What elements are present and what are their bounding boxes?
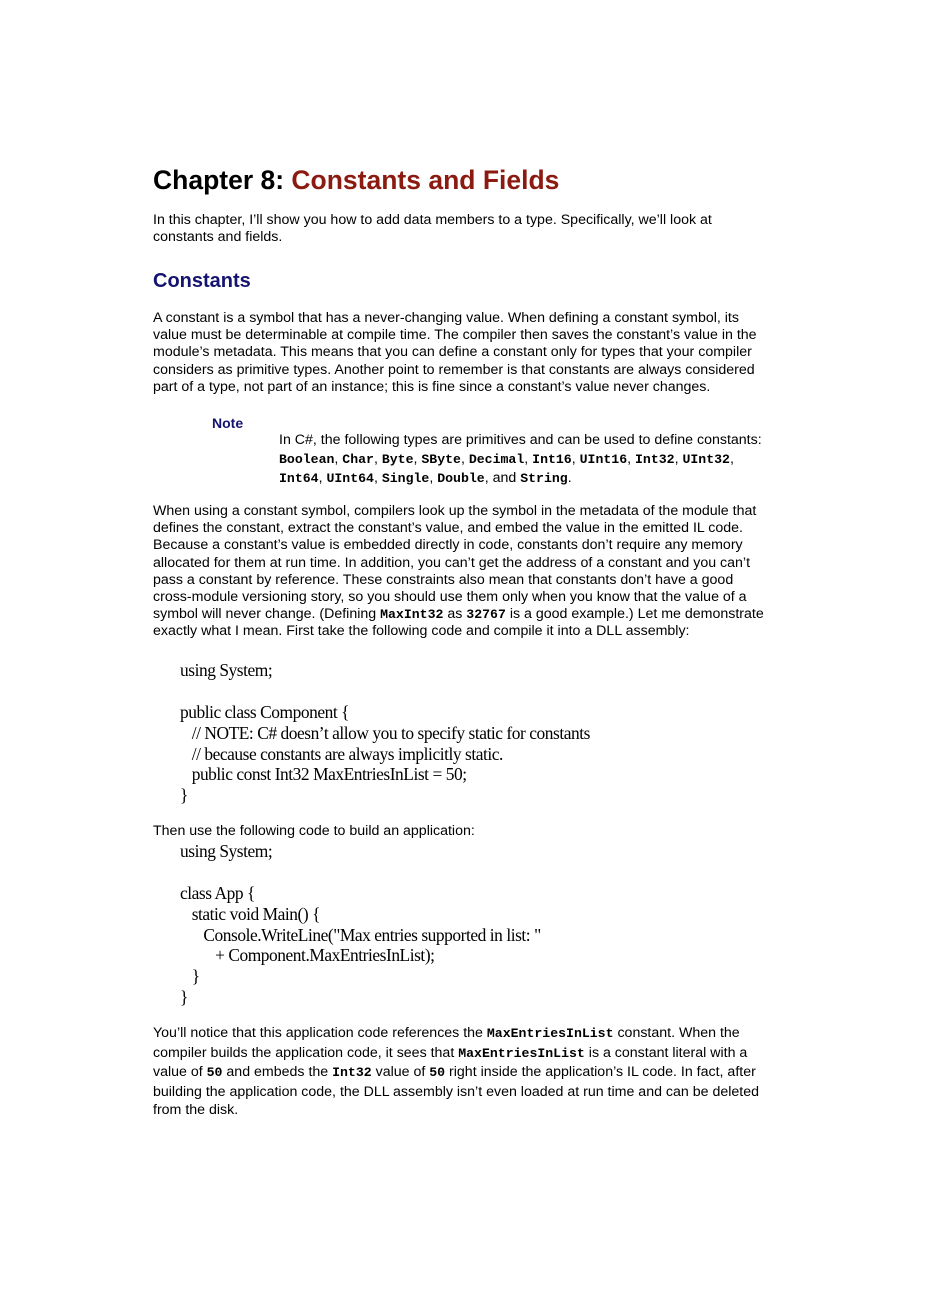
code-block-app — [180, 841, 541, 1008]
code-maxentriesinlist: MaxEntriesInList — [486, 1026, 614, 1041]
para4-text-5: value of — [371, 1064, 430, 1080]
para2-text-1: When using a constant symbol, compilers look up the symbol in the metadata of the module that defines the constant, extract the constant’s value, and embed the value in the emitted IL code. Because a constant’s value is embedded directly in code, constants don’t require any memory allocated for them at run time. In addition, you can’t get the address of a constant and you can’t pass a constant by reference. These constraints also mean that constants don’t have a good cross-module versioning story, so you should use them only when you know that the value of a symbol will never change. (Defining — [153, 503, 757, 623]
code-32767: 32767 — [466, 607, 506, 623]
para4-text-1: You’ll notice that this application code references the — [153, 1025, 487, 1041]
constants-paragraph-4 — [153, 1024, 765, 1120]
note-label: Note — [212, 415, 244, 431]
para4-text-3: is a constant literal with a value of — [153, 1044, 748, 1080]
code-50: 50 — [206, 1065, 223, 1080]
chapter-title — [153, 164, 559, 196]
note-type-decimal: Decimal — [468, 451, 525, 467]
note-type-boolean: Boolean — [279, 451, 335, 467]
section-heading-constants: Constants — [153, 270, 251, 292]
note-type-double: Double — [437, 471, 485, 486]
note-type-uint32: UInt32 — [682, 451, 730, 467]
para4-text-4: and embeds the — [222, 1064, 333, 1080]
para2-text-2: as — [443, 606, 467, 623]
constants-paragraph-2 — [153, 503, 765, 641]
note-type-char: Char — [342, 451, 374, 467]
constants-paragraph-1: A constant is a symbol that has a never-changing value. When defining a constant symbol, its value must be determinable at compile time. The compiler then saves the constant’s value in the module’s metadata. This means that you can define a constant only for types that your compiler considers as primitive types. Another point to remember is that constants are always considered part of a type, not part of an instance; this is fine since a constant’s value never changes. — [153, 310, 757, 395]
code-line: // because constants are always implicitly static. — [180, 743, 503, 764]
code-50: 50 — [429, 1065, 446, 1080]
note-type-list: Boolean, Char, Byte, SByte, Decimal, Int16, UInt16, Int32, UInt32, Int64, UInt64, Single, Double — [279, 450, 734, 486]
code-int32: Int32 — [332, 1065, 372, 1080]
note-type-int64: Int64 — [279, 471, 319, 486]
note-type-uint16: UInt16 — [579, 451, 628, 467]
code-maxentriesinlist: MaxEntriesInList — [458, 1045, 585, 1061]
note-type-uint64: UInt64 — [326, 471, 374, 486]
code-maxint32: MaxInt32 — [380, 607, 444, 623]
code-line: // NOTE: C# doesn’t allow you to specify static for constants — [180, 722, 590, 743]
code-line: class App { — [180, 882, 255, 903]
code-line: } — [180, 785, 188, 806]
chapter-name: Constants and Fields — [291, 165, 560, 195]
code-line: using System; — [180, 660, 273, 680]
code-line: Console.WriteLine("Max entries supported in list: " — [180, 924, 541, 945]
note-body — [279, 431, 769, 489]
code-line: public class Component { — [180, 701, 350, 722]
code-block-component — [180, 660, 590, 806]
code-line — [180, 862, 541, 883]
code-line: } — [180, 966, 200, 987]
note-type-byte: Byte — [381, 451, 414, 467]
para4-text-6: right inside the application’s IL code. In fact, after building the application code, the DLL assembly isn’t even loaded at run time and can be deleted from the disk. — [153, 1064, 759, 1118]
note-end: . — [567, 470, 572, 486]
code-line — [180, 681, 590, 702]
note-type-sbyte: SByte — [421, 451, 461, 467]
code-line: } — [180, 987, 188, 1008]
chapter-prefix: Chapter 8: — [153, 165, 292, 195]
para2-text-3: is a good example.) Let me demonstrate exactly what I mean. First take the following code and compile it into a DLL assembly: — [153, 606, 764, 640]
code-line: using System; — [180, 841, 273, 861]
note-text: In C#, the following types are primitives and can be used to define constants: — [279, 432, 762, 448]
note-type-single: Single — [381, 471, 430, 486]
note-type-int16: Int16 — [532, 451, 572, 467]
constants-paragraph-3: Then use the following code to build an application: — [153, 823, 475, 839]
note-type-int32: Int32 — [635, 451, 675, 467]
code-line: + Component.MaxEntriesInList); — [180, 945, 435, 966]
chapter-intro: In this chapter, I’ll show you how to add data members to a type. Specifically, we’ll look at constants and fields. — [153, 212, 712, 246]
code-line: public const Int32 MaxEntriesInList = 50; — [180, 764, 467, 785]
note-type-last: String — [520, 471, 568, 486]
code-line: static void Main() { — [180, 903, 320, 924]
note-and: , and — [484, 470, 521, 486]
para4-text-2: constant. When the compiler builds the application code, it sees that — [153, 1025, 740, 1061]
